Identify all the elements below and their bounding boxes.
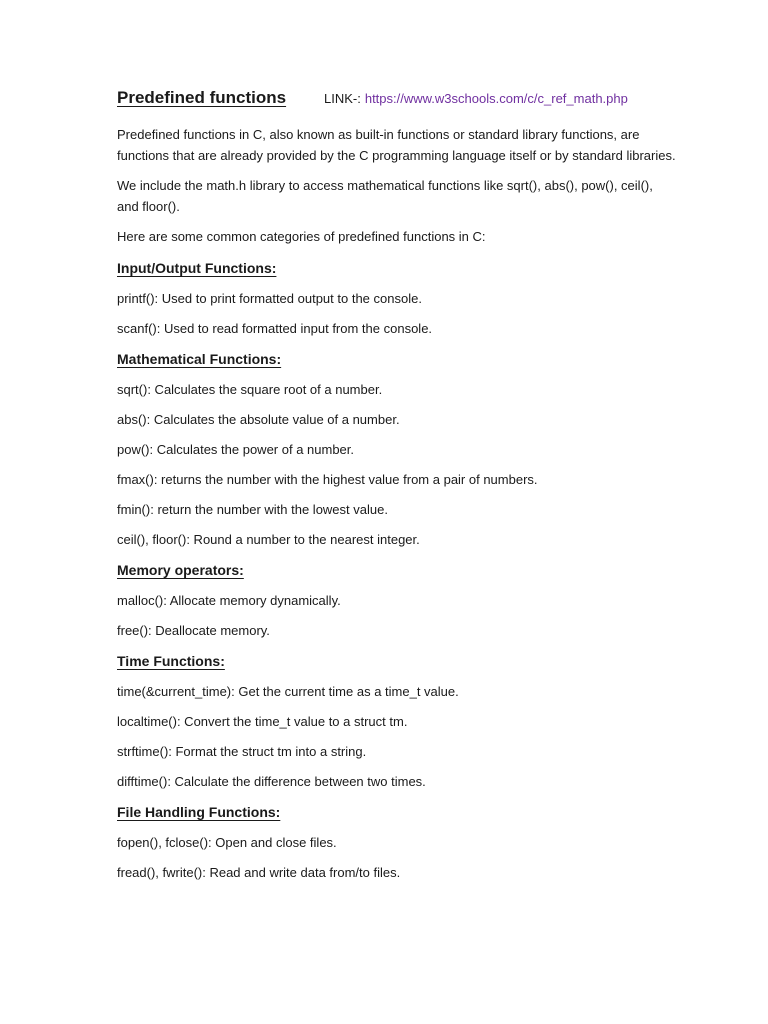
list-item: localtime(): Convert the time_t value to a struct tm. [117, 713, 408, 729]
list-item: difftime(): Calculate the difference between two times. [117, 773, 426, 789]
section-heading-memory: Memory operators: [117, 561, 244, 578]
section-heading-io: Input/Output Functions: [117, 259, 277, 276]
title-row [117, 88, 677, 114]
list-item: strftime(): Format the struct tm into a string. [117, 743, 367, 759]
section-heading-file: File Handling Functions: [117, 803, 281, 820]
document-page [117, 88, 677, 893]
list-item: pow(): Calculates the power of a number. [117, 441, 355, 457]
list-item: ceil(), floor(): Round a number to the nearest integer. [117, 531, 420, 547]
list-item: fread(), fwrite(): Read and write data from/to files. [117, 864, 401, 880]
list-item: scanf(): Used to read formatted input from the console. [117, 320, 433, 336]
reference-link[interactable]: https://www.w3schools.com/c/c_ref_math.php [364, 91, 628, 106]
list-item: sqrt(): Calculates the square root of a number. [117, 381, 383, 397]
page-title: Predefined functions [117, 88, 287, 107]
list-item: malloc(): Allocate memory dynamically. [117, 592, 341, 608]
section-heading-time: Time Functions: [117, 652, 225, 669]
list-item: fopen(), fclose(): Open and close files. [117, 834, 337, 850]
list-item: abs(): Calculates the absolute value of a number. [117, 411, 400, 427]
list-item: fmax(): returns the number with the highest value from a pair of numbers. [117, 471, 538, 487]
list-item: free(): Deallocate memory. [117, 622, 270, 638]
list-item: printf(): Used to print formatted output to the console. [117, 290, 422, 306]
intro-paragraph: Predefined functions in C, also known as built-in functions or standard library functions, are functions that are already provided by the C programming language itself or by standard libraries. [117, 127, 676, 163]
section-heading-math: Mathematical Functions: [117, 350, 282, 367]
link-label: LINK-: [324, 91, 361, 106]
list-item: fmin(): return the number with the lowest value. [117, 501, 388, 517]
categories-intro-paragraph: Here are some common categories of predefined functions in C: [117, 229, 486, 244]
list-item: time(&current_time): Get the current time as a time_t value. [117, 683, 459, 699]
math-library-paragraph: We include the math.h library to access mathematical functions like sqrt(), abs(), pow(), ceil(), and floor(). [117, 178, 653, 214]
